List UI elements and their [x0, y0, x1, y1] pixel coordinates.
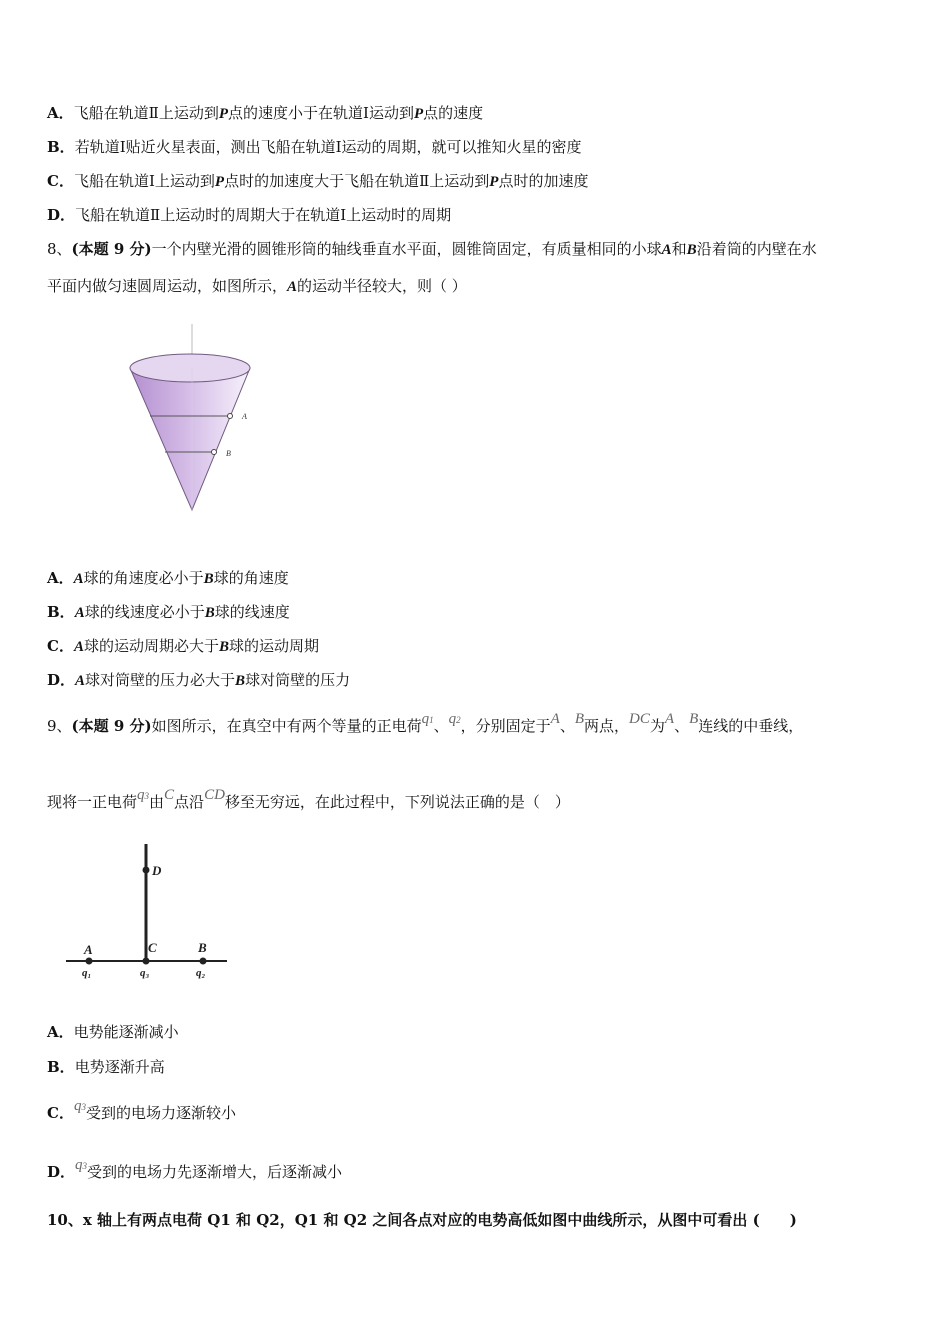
q7-option-d: D．飞船在轨道Ⅱ上运动时的周期大于在轨道Ⅰ上运动时的周期: [47, 206, 452, 224]
charges-figure: [62, 840, 237, 985]
q9-option-c: C．q3受到的电场力逐渐较小: [47, 1098, 236, 1122]
q8-option-a: A．A球的角速度必小于B球的角速度: [47, 569, 289, 587]
q8-option-d: D．A球对筒壁的压力必大于B球对筒壁的压力: [47, 671, 351, 689]
cone-figure: [120, 322, 270, 518]
q9-option-d: D．q3受到的电场力先逐渐增大，后逐渐减小: [47, 1157, 343, 1181]
q10-stem: 10、x 轴上有两点电荷 Q1 和 Q2，Q1 和 Q2 之间各点对应的电势高低如图中曲线所示，从图中可看出 ( ): [47, 1211, 797, 1229]
label-a: A: [84, 942, 93, 957]
q9-stem-line2: 现将一正电荷q3由C点沿CD移至无穷远，在此过程中，下列说法正确的是（ ）: [47, 787, 570, 811]
label-c: C: [148, 940, 157, 955]
q7-option-b: B．若轨道Ⅰ贴近火星表面，测出飞船在轨道Ⅰ运动的周期，就可以推知火星的密度: [47, 138, 582, 156]
label-q3: q₃: [140, 967, 150, 979]
label-b: B: [226, 449, 231, 458]
charge-q3: [143, 958, 150, 965]
q9-stem-line1: 9、(本题 9 分)如图所示，在真空中有两个等量的正电荷q1、q2，分别固定于A、B两点，DC为A、B连线的中垂线，: [47, 711, 804, 735]
q7-option-a: A．飞船在轨道Ⅱ上运动到P点的速度小于在轨道Ⅰ运动到P点的速度: [47, 104, 484, 122]
ball-b: [212, 450, 217, 455]
label-d: D: [152, 863, 162, 878]
label-q2: q₂: [196, 967, 206, 979]
label-a: A: [242, 412, 247, 421]
q7-option-c: C．飞船在轨道Ⅰ上运动到P点时的加速度大于飞船在轨道Ⅱ上运动到P点时的加速度: [47, 172, 589, 190]
q8-option-c: C．A球的运动周期必大于B球的运动周期: [47, 637, 320, 655]
charge-q1: [86, 958, 93, 965]
q8-option-b: B．A球的线速度必小于B球的线速度: [47, 603, 290, 621]
q9-option-b: B．电势逐渐升高: [47, 1058, 165, 1076]
q8-stem-line2: 平面内做匀速圆周运动，如图所示，A的运动半径较大，则（ ）: [47, 277, 467, 295]
label-q1: q₁: [82, 967, 92, 979]
cone-rim: [130, 354, 250, 382]
q8-stem-line1: 8、(本题 9 分)一个内壁光滑的圆锥形筒的轴线垂直水平面，圆锥筒固定，有质量相同的小球A和B沿着筒的内壁在水: [47, 240, 817, 258]
cone-body: [130, 368, 250, 510]
label-b: B: [198, 940, 207, 955]
q9-option-a: A．电势能逐渐减小: [47, 1023, 179, 1041]
point-d: [143, 867, 150, 874]
charge-q2: [200, 958, 207, 965]
ball-a: [228, 414, 233, 419]
